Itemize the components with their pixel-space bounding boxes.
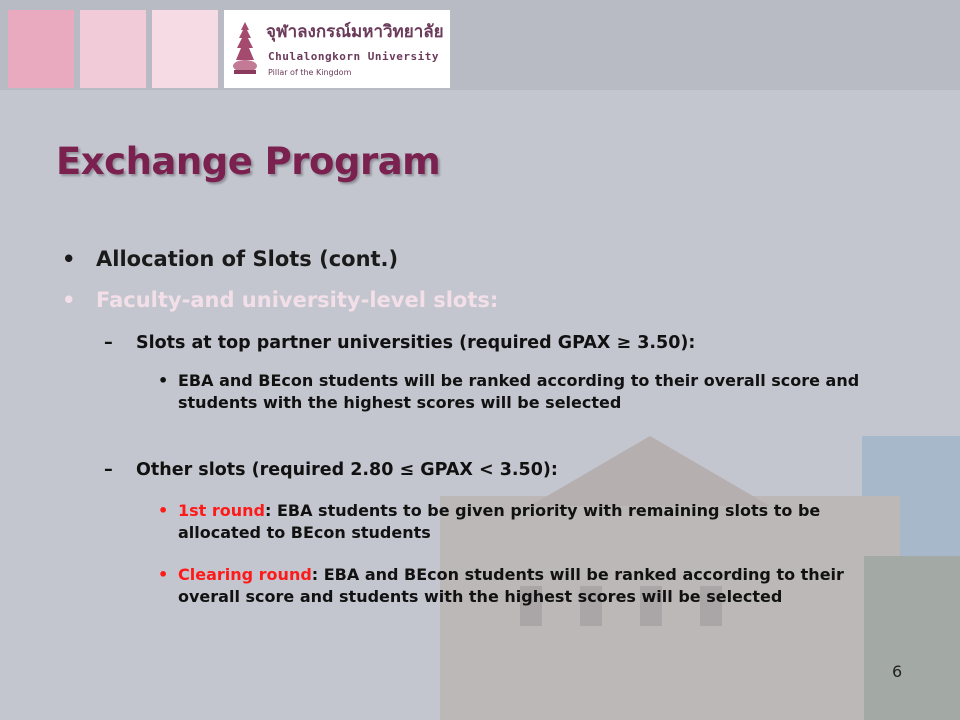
first-round-text: : EBA students to be given priority with remaining slots to be allocated to BEcon students bbox=[178, 501, 821, 542]
crest-icon bbox=[230, 20, 260, 76]
decor-block-3 bbox=[152, 10, 218, 88]
university-logo bbox=[224, 10, 450, 88]
bullet-dot: • bbox=[158, 501, 169, 520]
slide-title: Exchange Program bbox=[56, 140, 441, 183]
clearing-round-label: Clearing round bbox=[178, 565, 312, 584]
decor-block-2 bbox=[80, 10, 146, 88]
first-round-label: 1st round bbox=[178, 501, 265, 520]
sub-bullet-other-slots: Other slots (required 2.80 ≤ GPAX < 3.50): bbox=[136, 460, 558, 480]
bullet-faculty-slots: Faculty-and university-level slots: bbox=[96, 288, 499, 312]
logo-thai-name: จุฬาลงกรณ์มหาวิทยาลัย bbox=[266, 22, 444, 42]
sub-item-ranking: EBA and BEcon students will be ranked according to their overall score and students with the highest scores will be selected bbox=[178, 371, 860, 412]
page-number: 6 bbox=[892, 662, 903, 681]
bullet-dot: • bbox=[62, 288, 76, 312]
logo-tagline: Pillar of the Kingdom bbox=[268, 68, 352, 77]
bullet-dot: • bbox=[158, 565, 169, 584]
bullet-allocation: Allocation of Slots (cont.) bbox=[96, 247, 399, 271]
photo-roof bbox=[530, 436, 770, 506]
bullet-dot: • bbox=[158, 371, 169, 390]
dash-marker: – bbox=[104, 460, 113, 480]
sub-bullet-top-partner: Slots at top partner universities (required GPAX ≥ 3.50): bbox=[136, 333, 696, 353]
header-band bbox=[0, 0, 960, 90]
sub-item-clearing-round bbox=[178, 564, 858, 608]
dash-marker: – bbox=[104, 333, 113, 353]
photo-tree bbox=[864, 556, 960, 720]
sub-item-first-round bbox=[178, 500, 898, 544]
bullet-dot: • bbox=[62, 247, 76, 271]
clearing-round-text: : EBA and BEcon students will be ranked according to their overall score and students with the highest scores will be selected bbox=[178, 565, 844, 606]
decor-block-1 bbox=[8, 10, 74, 88]
logo-english-name: Chulalongkorn University bbox=[268, 50, 439, 63]
